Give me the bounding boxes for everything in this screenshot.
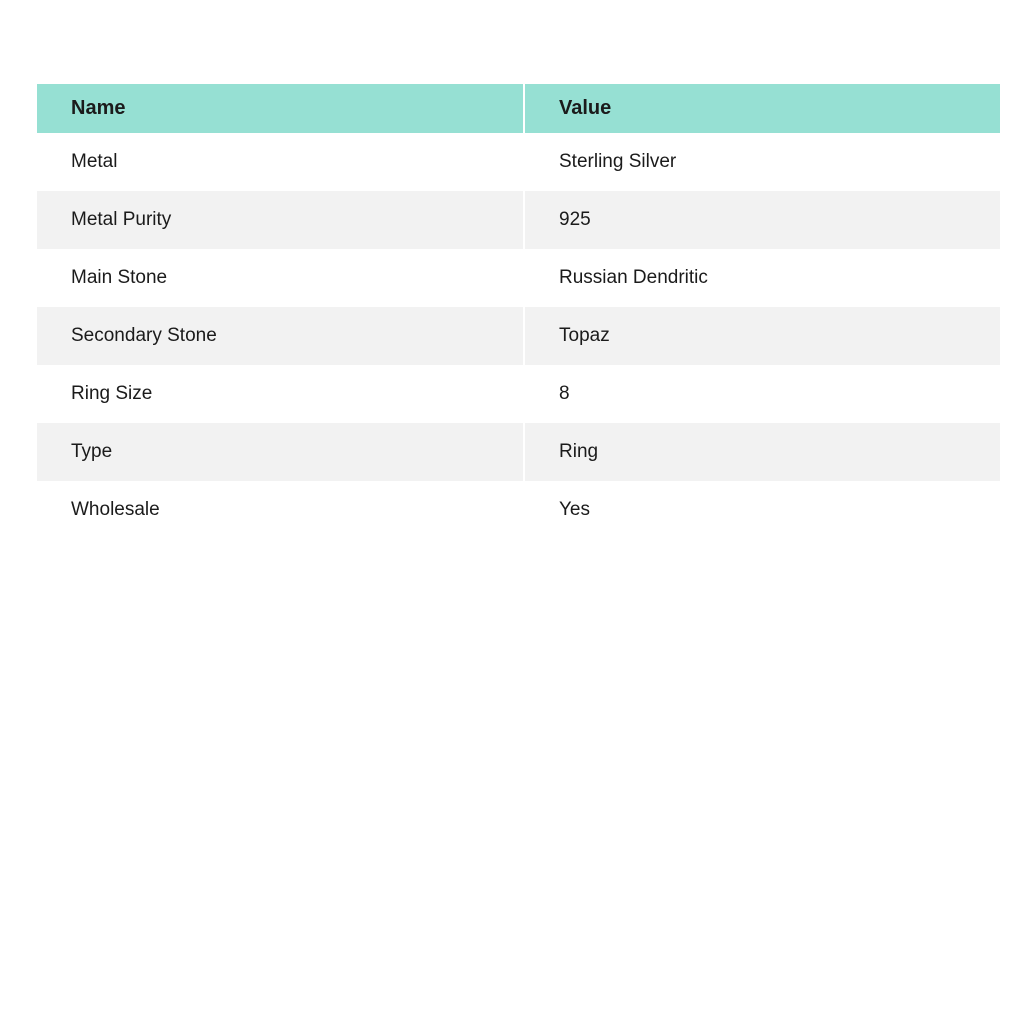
- row-value-cell: Topaz: [525, 307, 1000, 365]
- table-row: [37, 133, 1000, 191]
- table-row: [37, 365, 1000, 423]
- row-name-cell: Type: [37, 423, 523, 481]
- row-value-cell: Yes: [559, 499, 590, 520]
- row-name-cell: Ring Size: [71, 383, 153, 404]
- table-header-row: [37, 84, 1000, 133]
- row-value-cell: Russian Dendritic: [559, 267, 708, 288]
- row-value-cell: Sterling Silver: [559, 151, 677, 172]
- row-name-cell: Wholesale: [71, 499, 160, 520]
- table-row: [37, 423, 1000, 481]
- row-name-cell: Metal Purity: [37, 191, 523, 249]
- table-row: [37, 191, 1000, 249]
- header-cell-name: Name: [37, 84, 523, 133]
- row-value-cell: 925: [525, 191, 1000, 249]
- product-spec-table: [37, 84, 1000, 539]
- header-cell-value: Value: [525, 84, 1000, 133]
- row-value-cell: Ring: [525, 423, 1000, 481]
- row-value-cell: 8: [559, 383, 570, 404]
- row-name-cell: Main Stone: [71, 267, 168, 288]
- row-name-cell: Metal: [71, 151, 118, 172]
- table-row: [37, 481, 1000, 539]
- row-name-cell: Secondary Stone: [37, 307, 523, 365]
- table-row: [37, 249, 1000, 307]
- table-row: [37, 307, 1000, 365]
